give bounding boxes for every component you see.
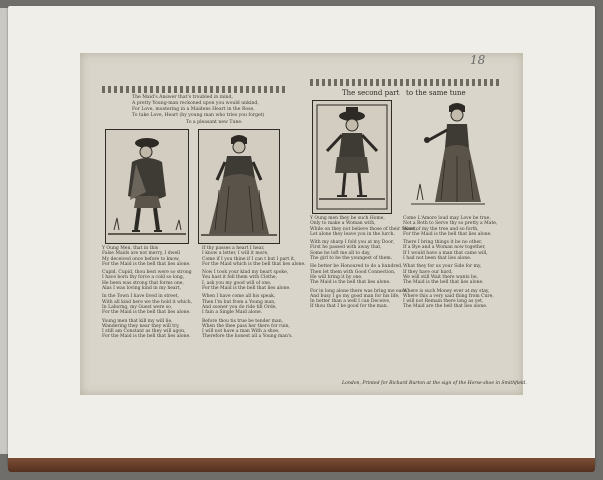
album-binding (8, 458, 595, 472)
ballad-title-line-3: For Love, mustering in a Maidens Heart in the Rose, (132, 107, 255, 112)
woodcut-gentleman-cloak (105, 129, 189, 244)
same-tune-heading: to the same tune (406, 89, 466, 97)
verse-column-3 (310, 216, 417, 313)
woodcut-woman-dress (405, 100, 490, 212)
stanza: Young men that kill my will lie, Wandering they near they will try, I still am Constant as they will agon, For the Maid is the bell that lies alone. (102, 318, 191, 340)
ballad-title-line-4: To take Love, Heart (by young man who tries you forget) (132, 113, 265, 118)
verse-column-4 (403, 216, 503, 313)
second-part-heading: The second part (342, 89, 400, 97)
tune-line: To a pleasant new Tune. (186, 120, 243, 125)
stanza: Before thou tis true be tender man, When the thee pass her there for ruin, I will not have a man With a shoe, Therefore the honest all a Young man's. (202, 318, 293, 340)
stanza: With my sharp I fold you at my Door, First he passed with away that, Some be loft me all to day, The girl to be the youngest of them. (310, 240, 394, 262)
stanza: For in long alone there was bring me ease, And busy I go my good man for his life, In better than a well I can Deceive, If thou that I be good for the man. (310, 288, 408, 310)
stanza: Y Oung men they be such Home, Only to make a Woman with, While on they not believe those of their Sweet, Let alone they leave you in the lurch. (310, 216, 417, 237)
stanza: If thy passes a heart I hear, I know a letter, I will it more, Come if I you thine if I can t but I part it, For the Maid which is the bell that lies alone. (202, 246, 306, 267)
woodcut-man-hat-breeches (312, 100, 392, 214)
ballad-title-line-1: The Maid's Answer that's troubled in mind, (132, 95, 233, 100)
folio-number: 18 (470, 53, 486, 67)
verse-column-2 (202, 246, 306, 343)
stanza: Where is such Money ever at my stay, Where this a very said thing from Cure, I will not Remain there long as yet, The Maid are the bell that lies alone. (403, 288, 494, 310)
ornament-border-right (310, 79, 502, 86)
broadside-sheet (80, 53, 527, 395)
stanza: What they for us your Side for my, If they have our hard, We will still Wait there wants be, The Maid is the bell that lies alone. (403, 264, 484, 286)
stanza: Y Oung Men, that in this False Maids are not merry, I dwell My deceived once before to know, For the Maid is the bell that lies alone. (102, 246, 191, 267)
stanza: In the Town I have lived in street, With all kind here we the hold it which, In Laborng, my Guest were so, For the Maid is the bell that lies alone. (102, 294, 193, 316)
stanza: There I bring things it be no other, If a Bye and a Woman now together, If I would have a man that came will, I had not been that lies alone. (403, 240, 488, 262)
stanza: He better be Honoured to do a hundred, Then let them with Good Connection, He will bring it by one, The Maid is the bell that lies alone. (310, 264, 403, 286)
ornament-border-left (102, 86, 288, 93)
verse-column-1 (102, 246, 200, 343)
stanza: Cupid, Cupid, thou best were so strong I have born thy force a cold so long, He been was strong that forms one, Alas I was loving kind in my heart, (102, 270, 192, 292)
woodcut-lady-gown (198, 129, 280, 244)
printer-colophon: London, Printed for Richard Burton at the sign of the Horse-shoe in Smithfield. (342, 381, 527, 386)
stanza: Now I took your kind my heart spoke, You hast it fell them with Clothe, I, ask you my good will of one, For the Maid is the bell that lies alone. (202, 270, 291, 292)
stanza: Come L'Amore loud may Love be true, Not a Both to Serve thy so pretty a Mate, Want of my the tree and so forth, For the Maid is the bell that lies alone. (403, 216, 498, 237)
ballad-title-line-2: A pretty Young-man reckoned upon you would unkind, (132, 101, 259, 106)
stanza: When I have come all his speak, Then I'm but from a Young man, And sooner you do ride till Orde, I fain a Single Maid alone. (202, 294, 277, 316)
